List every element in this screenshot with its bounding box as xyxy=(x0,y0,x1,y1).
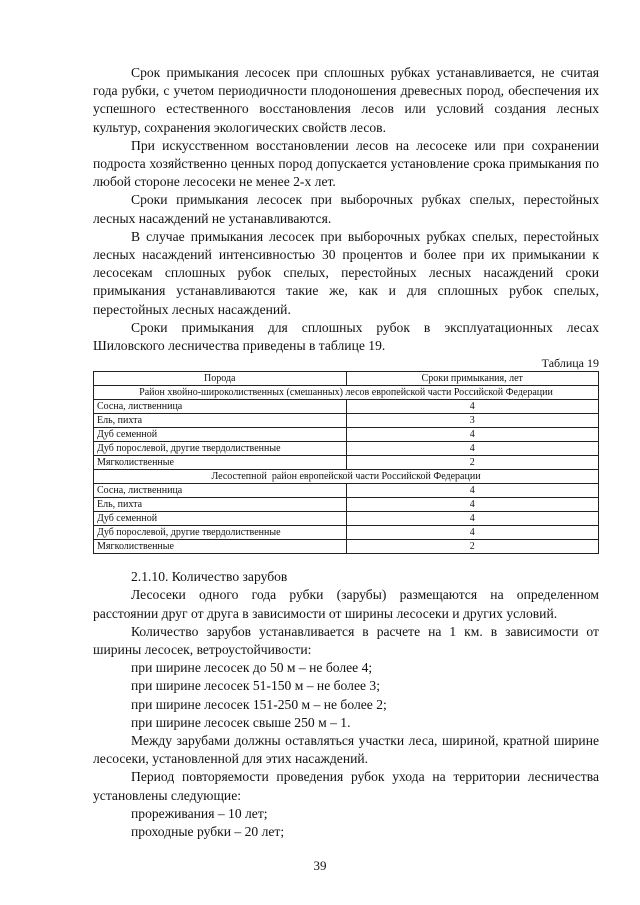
list-item: при ширине лесосек 51-150 м – не более 3; xyxy=(131,678,380,694)
breed-cell: Дуб порослевой, другие твердолиственные xyxy=(94,526,347,540)
breed-cell: Мягколиственные xyxy=(94,540,347,554)
paragraph-adjacency-term: Срок примыкания лесосек при сплошных рубках устанавливается, не считая года рубки, с учетом периодичности плодоношения древесных пород, обеспечения их успешного естественного восстановления лесов или условий создания лесных культур, сохранения экологических свойств лесов. xyxy=(93,65,599,135)
table-row xyxy=(94,456,599,470)
table-row xyxy=(94,526,599,540)
table-row xyxy=(94,540,599,554)
paragraph-cutting-count: Количество зарубов устанавливается в расчете на 1 км. в зависимости от ширины лесосек, ветроустойчивости: xyxy=(93,623,599,658)
paragraph-selective-cuttings: Сроки примыкания лесосек при выборочных рубках спелых, перестойных лесных насаждений не устанавливаются. xyxy=(93,192,599,226)
paragraph-care-period: Период повторяемости проведения рубок ухода на территории лесничества установлены следующие: xyxy=(93,769,599,803)
term-cell: 4 xyxy=(346,512,599,526)
list-item: проходные рубки – 20 лет; xyxy=(131,824,285,840)
width-list xyxy=(93,659,599,732)
paragraph-forest-strips: Между зарубами должны оставляться участки леса, шириной, кратной ширине лесосеки, установленной для этих насаждений. xyxy=(93,733,599,767)
section-heading: 2.1.10. Количество зарубов xyxy=(131,569,288,585)
header-term: Сроки примыкания, лет xyxy=(346,372,599,386)
breed-cell: Мягколиственные xyxy=(94,456,347,470)
paragraph-cutting-areas: Лесосеки одного года рубки (зарубы) размещаются на определенном расстоянии друг от друга в зависимости от ширины лесосеки и других условий. xyxy=(93,587,599,621)
page-number: 39 xyxy=(313,858,327,873)
breed-cell: Сосна, лиственница xyxy=(94,400,347,414)
table-row xyxy=(94,498,599,512)
breed-cell: Сосна, лиственница xyxy=(94,484,347,498)
paragraph-table-reference: Сроки примыкания для сплошных рубок в эксплуатационных лесах Шиловского лесничества приведены в таблице 19. xyxy=(93,319,599,354)
section1-title: Район хвойно-широколиственных (смешанных) лесов европейской части Российской Федерации xyxy=(94,386,599,400)
breed-cell: Ель, пихта xyxy=(94,498,347,512)
breed-cell: Дуб семенной xyxy=(94,512,347,526)
term-cell: 4 xyxy=(346,400,599,414)
paragraph-artificial-restoration: При искусственном восстановлении лесов на лесосеке или при сохранении подроста хозяйственно ценных пород допускается установление срока примыкания по любой стороне лесосеки не менее 2-х лет. xyxy=(93,137,599,190)
table-row xyxy=(94,512,599,526)
breed-cell: Дуб семенной xyxy=(94,428,347,442)
term-cell: 4 xyxy=(346,428,599,442)
section-row xyxy=(94,470,599,484)
care-list xyxy=(93,805,599,841)
header-breed: Порода xyxy=(94,372,347,386)
paragraph-intensity-30: В случае примыкания лесосек при выборочных рубках спелых, перестойных лесных насаждений интенсивностью 30 процентов и более при их примыкании к лесосекам сплошных рубок спелых, перестойных лесных насаждений сроки примыкания устанавливаются такие же, как и для сплошных рубок спелых, перестойных лесных насаждений. xyxy=(93,228,599,317)
table-row xyxy=(94,414,599,428)
section2-title: Лесостепной район европейской части Российской Федерации xyxy=(94,470,599,484)
table-row xyxy=(94,484,599,498)
list-item: при ширине лесосек свыше 250 м – 1. xyxy=(131,714,351,730)
term-cell: 4 xyxy=(346,484,599,498)
table-row xyxy=(94,428,599,442)
table-row xyxy=(94,400,599,414)
term-cell: 4 xyxy=(346,442,599,456)
table-caption: Таблица 19 xyxy=(541,356,599,371)
document-page xyxy=(93,64,599,841)
breed-cell: Ель, пихта xyxy=(94,414,347,428)
term-cell: 3 xyxy=(346,414,599,428)
term-cell: 2 xyxy=(346,540,599,554)
table-row xyxy=(94,442,599,456)
term-cell: 4 xyxy=(346,498,599,512)
list-item: прореживания – 10 лет; xyxy=(131,805,268,821)
table-header-row xyxy=(94,372,599,386)
term-cell: 4 xyxy=(346,526,599,540)
list-item: при ширине лесосек 151-250 м – не более 2; xyxy=(131,696,387,712)
breed-cell: Дуб порослевой, другие твердолиственные xyxy=(94,442,347,456)
term-cell: 2 xyxy=(346,456,599,470)
list-item: при ширине лесосек до 50 м – не более 4; xyxy=(131,660,373,676)
adjacency-terms-table xyxy=(93,371,599,554)
section-row xyxy=(94,386,599,400)
